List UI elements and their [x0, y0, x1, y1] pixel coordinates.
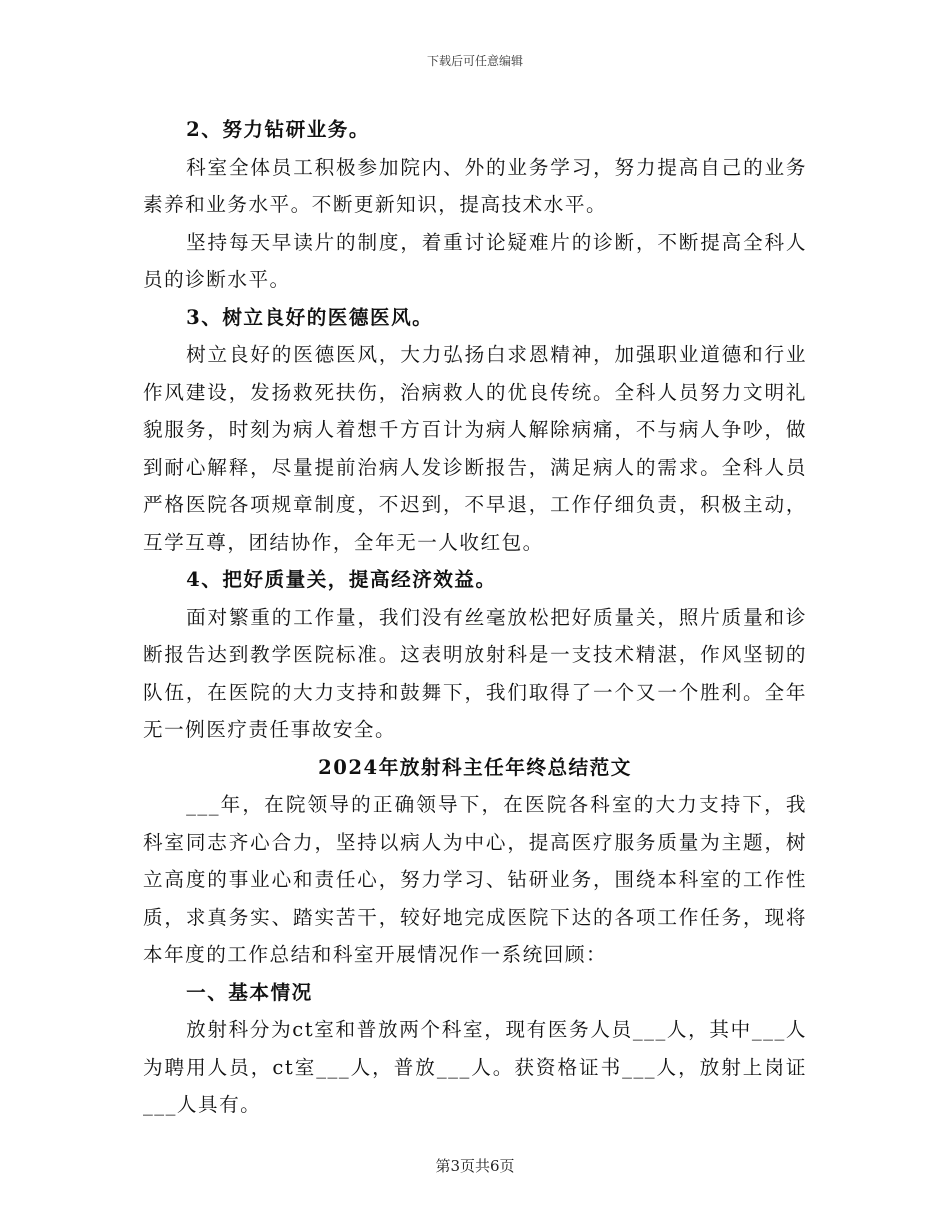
paragraph: 树立良好的医德医风，大力弘扬白求恩精神，加强职业道德和行业作风建设，发扬救死扶伤，治病救人的优良传统。全科人员努力文明礼貌服务，时刻为病人着想千方百计为病人解除病痛，不与病人争吵，做到耐心解释，尽量提前治病人发诊断报告，满足病人的需求。全科人员严格医院各项规章制度，不迟到，不早退，工作仔细负责，积极主动，互学互尊，团结协作，全年无一人收红包。 [143, 343, 807, 554]
document-title: 2024年放射科主任年终总结范文 [318, 755, 632, 779]
section-heading: 一、基本情况 [186, 980, 313, 1004]
document-body [143, 111, 807, 1124]
page-header: 下载后可任意编辑 [426, 54, 523, 68]
paragraph: ___年，在院领导的正确领导下，在医院各科室的大力支持下，我科室同志齐心合力，坚持以病人为中心，提高医疗服务质量为主题，树立高度的事业心和责任心，努力学习、钻研业务，围绕本科室的工作性质，求真务实、踏实苦干，较好地完成医院下达的各项工作任务，现将本年度的工作总结和科室开展情况作一系统回顾： [143, 793, 807, 966]
section-heading: 4、把好质量关，提高经济效益。 [186, 568, 497, 591]
paragraph: 坚持每天早读片的制度，着重讨论疑难片的诊断，不断提高全科人员的诊断水平。 [143, 230, 807, 291]
paragraph: 放射科分为ct室和普放两个科室，现有医务人员___人，其中___人为聘用人员，ct室___人，普放___人。获资格证书___人，放射上岗证___人具有。 [143, 1018, 807, 1116]
paragraph: 面对繁重的工作量，我们没有丝毫放松把好质量关，照片质量和诊断报告达到教学医院标准。这表明放射科是一支技术精湛，作风坚韧的队伍，在医院的大力支持和鼓舞下，我们取得了一个又一个胜利。全年无一例医疗责任事故安全。 [143, 605, 807, 741]
section-heading: 2、努力钻研业务。 [186, 118, 370, 141]
page-number: 第3页共6页 [435, 1157, 515, 1175]
section-heading: 3、树立良好的医德医风。 [186, 305, 434, 329]
paragraph: 科室全体员工积极参加院内、外的业务学习，努力提高自己的业务素养和业务水平。不断更新知识，提高技术水平。 [143, 155, 807, 216]
